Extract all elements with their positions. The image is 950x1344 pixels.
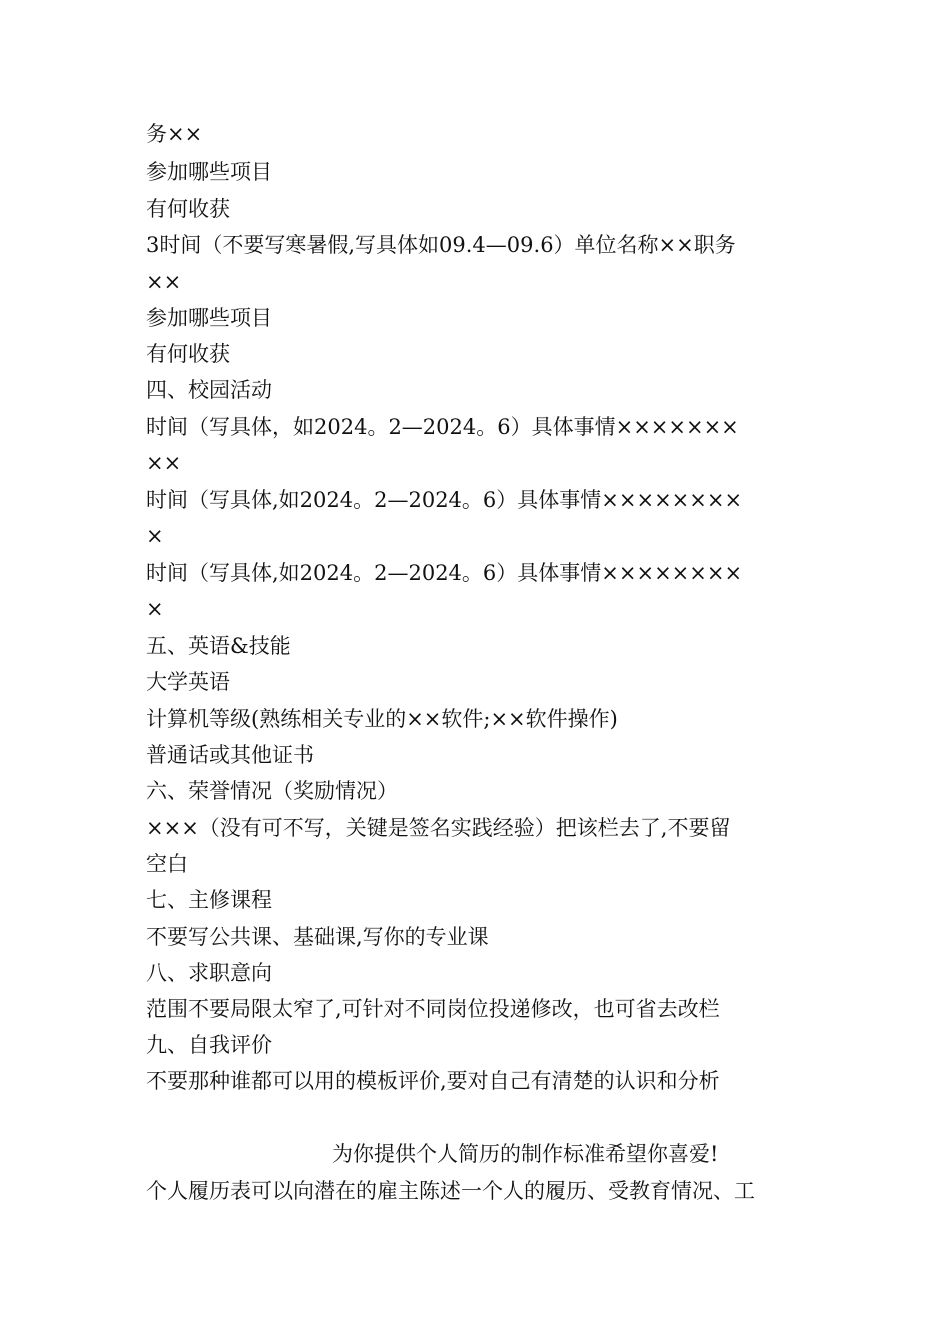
- section-heading: 五、英语&技能: [146, 634, 291, 658]
- text-line: 不要那种谁都可以用的模板评价,要对自己有清楚的认识和分析: [146, 1069, 720, 1093]
- section-heading: 九、自我评价: [146, 1033, 272, 1057]
- text-line: ×: [146, 524, 164, 548]
- text-line: ××: [146, 270, 182, 294]
- text-line: 普通话或其他证书: [146, 743, 314, 767]
- text-line: 3时间（不要写寒暑假,写具体如09.4—09.6）单位名称××职务: [146, 233, 736, 257]
- text-line: 参加哪些项目: [146, 306, 272, 330]
- text-line: 大学英语: [146, 670, 230, 694]
- closing-title: 为你提供个人简历的制作标准希望你喜爱!: [332, 1142, 719, 1166]
- text-line: 时间（写具体,如2024。2—2024。6）具体事情××××××××: [146, 561, 743, 585]
- text-line: 空白: [146, 852, 188, 876]
- section-heading: 四、校园活动: [146, 378, 272, 402]
- text-line: 时间（写具体,如2024。2—2024。6）具体事情××××××××: [146, 488, 743, 512]
- text-line: ××: [146, 451, 182, 475]
- text-line: 有何收获: [146, 197, 230, 221]
- text-line: 时间（写具体，如2024。2—2024。6）具体事情×××××××: [146, 415, 739, 439]
- text-line: 务××: [146, 122, 203, 146]
- section-heading: 七、主修课程: [146, 888, 272, 912]
- section-heading: 八、求职意向: [146, 961, 272, 985]
- text-line: ×××（没有可不写，关键是签名实践经验）把该栏去了,不要留: [146, 816, 731, 840]
- section-heading: 六、荣誉情况（奖励情况）: [146, 779, 398, 803]
- text-line: 范围不要局限太窄了,可针对不同岗位投递修改，也可省去改栏: [146, 997, 720, 1021]
- text-line: 不要写公共课、基础课,写你的专业课: [146, 925, 489, 949]
- text-line: ×: [146, 597, 164, 621]
- text-line: 参加哪些项目: [146, 160, 272, 184]
- text-line: 有何收获: [146, 342, 230, 366]
- text-line: 计算机等级(熟练相关专业的××软件;××软件操作): [146, 707, 618, 731]
- closing-paragraph: 个人履历表可以向潜在的雇主陈述一个人的履历、受教育情况、工: [146, 1179, 755, 1203]
